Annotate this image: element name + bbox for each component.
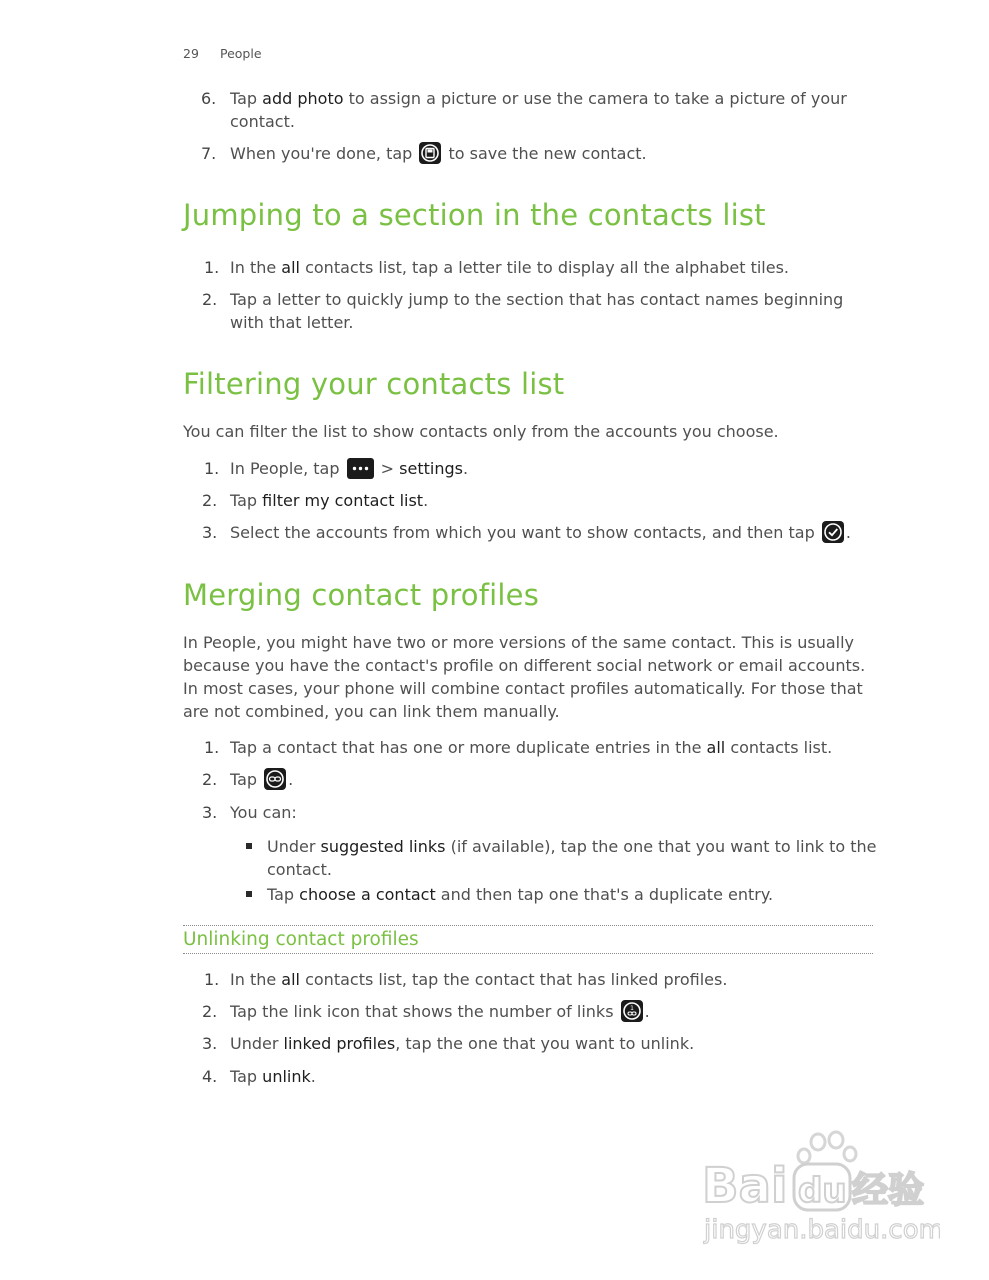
section-heading-jumping: Jumping to a section in the contacts list [183, 198, 766, 232]
baidu-paw-logo [700, 1130, 940, 1250]
bullet-text-continued: contact. [267, 860, 332, 879]
step-text: Tap a contact that has one or more duplicate entries in the all contacts list. [230, 738, 833, 757]
paragraph-line: In most cases, your phone will combine contact profiles automatically. For those that [183, 679, 863, 698]
step-text: Tap filter my contact list. [230, 491, 429, 510]
step-text-continued: contact. [230, 112, 295, 131]
link-count-icon [621, 1000, 643, 1022]
paragraph-line: because you have the contact's profile on different social network or email accounts. [183, 656, 866, 675]
section-heading-merging: Merging contact profiles [183, 578, 540, 612]
paragraph-line: are not combined, you can link them manually. [183, 702, 560, 721]
svg-text:Bai: Bai [702, 1158, 788, 1214]
svg-text:du: du [798, 1171, 847, 1211]
step-number: 1. [204, 459, 220, 478]
step-number: 2. [202, 770, 218, 789]
checkmark-icon [822, 521, 844, 543]
step-text: Select the accounts from which you want to show contacts, and then tap . [230, 523, 851, 542]
step-text: Tap add photo to assign a picture or use the camera to take a picture of your [230, 89, 847, 108]
step-number: 1. [204, 738, 220, 757]
step-text: In the all contacts list, tap a letter tile to display all the alphabet tiles. [230, 258, 790, 277]
section-heading-filtering: Filtering your contacts list [183, 367, 565, 401]
step-number: 2. [202, 1002, 218, 1021]
step-text: Tap a letter to quickly jump to the section that has contact names beginning [230, 290, 844, 309]
svg-text:经验: 经验 [852, 1170, 925, 1211]
bullet-text: Under suggested links (if available), tap the one that you want to link to the [267, 837, 877, 856]
bullet-marker [246, 891, 252, 897]
step-text: Tap . [230, 770, 294, 789]
step-number: 2. [202, 491, 218, 510]
paragraph-line: In People, you might have two or more versions of the same contact. This is usually [183, 633, 855, 652]
step-text: Tap the link icon that shows the number of links 1 . [230, 1002, 650, 1021]
step-text: In People, tap > settings. [230, 459, 469, 478]
step-number: 6. [201, 89, 217, 108]
step-number: 3. [202, 523, 218, 542]
step-text: When you're done, tap to save the new contact. [230, 144, 647, 163]
step-text-continued: with that letter. [230, 313, 354, 332]
step-text: In the all contacts list, tap the contact that has linked profiles. [230, 970, 728, 989]
paragraph: You can filter the list to show contacts only from the accounts you choose. [183, 422, 779, 441]
step-text: Tap unlink. [230, 1067, 316, 1086]
step-number: 3. [202, 803, 218, 822]
svg-text:jingyan.baidu.com: jingyan.baidu.com [704, 1215, 940, 1245]
save-icon [419, 142, 441, 164]
running-header-section: People [220, 46, 262, 61]
step-text: You can: [230, 803, 297, 822]
subsection-heading-unlinking: Unlinking contact profiles [183, 929, 419, 950]
step-number: 1. [204, 970, 220, 989]
step-number: 4. [202, 1067, 218, 1086]
step-number: 1. [204, 258, 220, 277]
link-count-value: 1 [629, 1005, 634, 1012]
more-dots-icon [347, 458, 374, 479]
bullet-marker [246, 843, 252, 849]
step-number: 7. [201, 144, 217, 163]
link-icon [264, 768, 286, 790]
step-number: 3. [202, 1034, 218, 1053]
divider-bottom [183, 953, 873, 954]
page-number: 29 [183, 46, 199, 61]
step-text: Under linked profiles, tap the one that you want to unlink. [230, 1034, 695, 1053]
bullet-text: Tap choose a contact and then tap one that's a duplicate entry. [267, 885, 774, 904]
step-number: 2. [202, 290, 218, 309]
baidu-watermark [700, 1130, 940, 1250]
divider-top [183, 925, 873, 926]
